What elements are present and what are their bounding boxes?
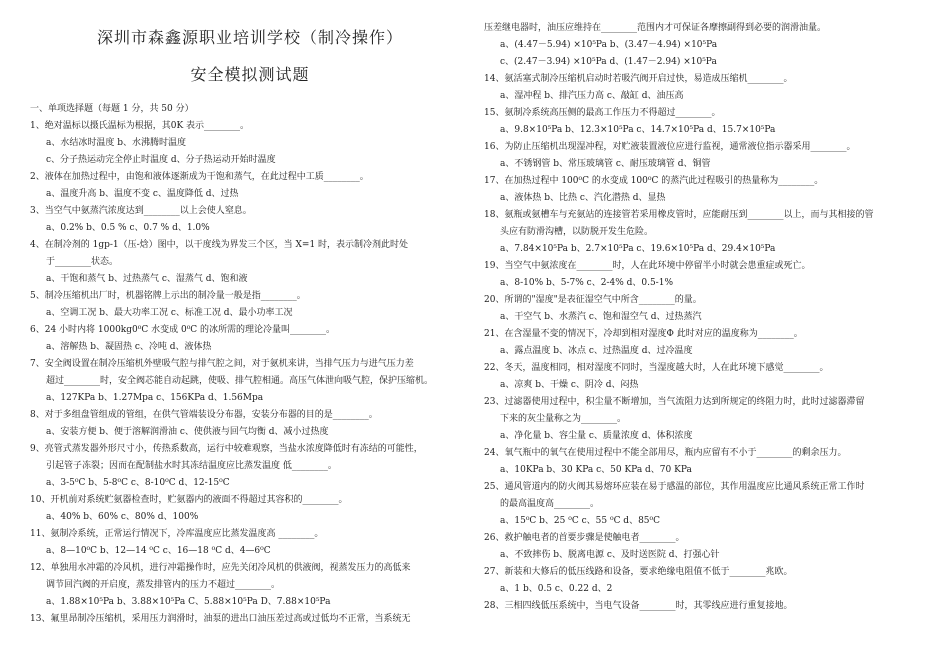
answer-options-line: a、1.88×10⁵Pa b、3.88×10⁵Pa C、5.88×10⁵Pa D、7.88×10⁵Pa xyxy=(46,597,331,607)
answer-options-line: a、3-5⁰C b、5-8⁰C c、8-10⁰C d、12-15⁰C xyxy=(46,478,230,488)
answer-options-line: a、湿冲程 b、排汽压力高 c、敲缸 d、油压高 xyxy=(500,91,684,101)
answer-options-line: a、不致摔伤 b、脱离电源 c、及时送医院 d、打强心针 xyxy=(500,550,720,560)
answer-options-line: a、凉爽 b、干燥 c、阴冷 d、闷热 xyxy=(500,380,639,390)
question-text-line: 超过________时，安全阀芯能自动起跳，使吸、排气腔相通。高压气体泄向吸气腔，保护压缩机。 xyxy=(46,376,434,386)
answer-options-line: a、9.8×10⁵Pa b、12.3×10⁵Pa c、14.7×10⁵Pa d、15.7×10⁵Pa xyxy=(500,125,776,135)
question-text-line: 4、在制冷剂的 1gp-1（压-焓）图中，以干度线为界发三个区，当 X=1 时，表示制冷剂此时处 xyxy=(30,240,409,250)
question-text-line: 25、通风管道内的防火阀其易熔环应装在易于感温的部位，其作用温度应比通风系统正常工作时 xyxy=(484,482,865,492)
answer-options-line: a、水结冰时温度 b、水沸腾时温度 xyxy=(46,138,186,148)
answer-options-line: a、7.84×10⁵Pa b、2.7×10⁵Pa c、19.6×10⁵Pa d、29.4×10⁵Pa xyxy=(500,244,776,254)
question-text-line: 27、新装和大修后的低压线路和设备，要求绝缘电阻值不低于________兆欧。 xyxy=(484,567,793,577)
question-text-line: 12、单独用水冲霜的冷风机，进行冲霜操作时，应先关闭冷风机的供液阀，视蒸发压力的高低来 xyxy=(30,563,411,573)
answer-options-line: a、干饱和蒸气 b、过热蒸气 c、湿蒸气 d、饱和液 xyxy=(46,274,248,284)
question-text-line: 调节回汽阀的开启度，蒸发排管内的压力不超过________。 xyxy=(46,580,281,590)
question-text-line: 17、在加热过程中 100⁰C 的水变成 100⁰C 的蒸汽此过程吸引的热量称为________。 xyxy=(484,176,824,186)
question-text-line: 3、当空气中氨蒸汽浓度达到________以上会使人窒息。 xyxy=(30,206,252,216)
question-text-line: 18、氨瓶或氨槽车与充氨站的连接管若采用橡皮管时，应能耐压到________以上，而与其相接的管 xyxy=(484,210,874,220)
answer-options-line: a、液体热 b、比热 c、汽化潜热 d、显热 xyxy=(500,193,666,203)
answer-options-line: a、温度升高 b、温度不变 c、温度降低 d、过热 xyxy=(46,189,239,199)
answer-options-line: a、10KPa b、30 KPa c、50 KPa d、70 KPa xyxy=(500,465,692,475)
question-text-line: 8、对于多组盘管组成的管组，在供气管端装设分布器，安装分布器的目的是________。 xyxy=(30,410,378,420)
answer-options-line: a、8—10⁰C b、12—14 ⁰C c、16—18 ⁰C d、4—6⁰C xyxy=(46,546,271,556)
left-column xyxy=(30,0,470,628)
answer-options-line: a、(4.47－5.94) ×10⁵Pa b、(3.47－4.94) ×10⁵Pa xyxy=(500,40,718,50)
answer-options-line: a、127KPa b、1.27Mpa c、156KPa d、1.56Mpa xyxy=(46,393,264,403)
document-title: 深圳市森鑫源职业培训学校（制冷操作） xyxy=(96,28,403,47)
question-text-line: 于________状态。 xyxy=(46,257,119,267)
question-text-line: 26、救护触电者的首要步骤是使触电者________。 xyxy=(484,533,685,543)
question-text-line: 10、开机前对系统贮氨器检查时，贮氨器内的液面不得超过其容积的________。 xyxy=(30,495,348,505)
question-text-line: 引起管子冻裂；因而在配制盐水时其冻结温度应比蒸发温度 低________。 xyxy=(46,461,337,471)
question-text-line: 7、安全阀设置在制冷压缩机外壁吸气腔与排气腔之间，对于氨机来讲，当排气压力与进气压力差 xyxy=(30,359,414,369)
answer-options-line: a、溶解热 b、凝固热 c、冷吨 d、液体热 xyxy=(46,342,212,352)
question-text-line: 13、氟里昂制冷压缩机，采用压力润滑时，油泵的进出口油压差过高或过低均不正常，当系统无 xyxy=(30,614,411,624)
answer-options-line: a、安装方便 b、便于溶解润滑油 c、使供液与回气均衡 d、减小过热度 xyxy=(46,427,329,437)
question-text-line: 16、为防止压缩机出现湿冲程，对贮液装置液位应进行监视，通常液位指示器采用________。 xyxy=(484,142,856,152)
answer-options-line: a、干空气 b、水蒸汽 c、饱和湿空气 d、过热蒸汽 xyxy=(500,312,702,322)
question-text-line: 9、亮管式蒸发器外形尺寸小，传热系数高，运行中较难观察，当盐水浓度降低时有冻结的可能性， xyxy=(30,444,423,454)
question-text-line: 的最高温度高________。 xyxy=(500,499,600,509)
question-text-line: 15、氨制冷系统高压侧的最高工作压力不得超过________。 xyxy=(484,108,721,118)
question-text-line: 22、冬天，温度相同，相对湿度不同时，当湿度越大时，人在此环境下感觉________。 xyxy=(484,363,829,373)
question-text-line: 6、24 小时内将 1000kg0⁰C 水变成 0⁰C 的冰所需的理论冷量叫________。 xyxy=(30,325,336,335)
question-text-line: 23、过滤器使用过程中，积尘量不断增加，当气流阻力达到所规定的终阻力时，此时过滤器滞留 xyxy=(484,397,865,407)
answer-options-line: a、40% b、60% c、80% d、100% xyxy=(46,512,199,522)
answer-options-line: a、15⁰C b、25 ⁰C c、55 ⁰C d、85⁰C xyxy=(500,516,661,526)
right-question-list xyxy=(484,20,934,615)
question-text-line: 一、单项选择题（每题 1 分，共 50 分） xyxy=(30,104,194,114)
question-text-line: 21、在含湿量不变的情况下，冷却到相对湿度Φ 此时对应的温度称为________。 xyxy=(484,329,803,339)
question-text-line: 头应有防滑沟槽，以防脱开发生危险。 xyxy=(500,227,654,237)
question-text-line: 19、当空气中氨浓度在________时，人在此环境中停留半小时就会患重症或死亡。 xyxy=(484,261,811,271)
left-question-list xyxy=(30,101,470,628)
question-text-line: 压差继电器时，油压应维持在________范围内才可保证各摩擦副得到必要的润滑油量。 xyxy=(484,23,827,33)
answer-options-line: a、不锈钢管 b、常压玻璃管 c、耐压玻璃管 d、铜管 xyxy=(500,159,711,169)
question-text-line: 2、液体在加热过程中，由饱和液体逐渐成为干饱和蒸气，在此过程中工质________。 xyxy=(30,172,369,182)
answer-options-line: a、空调工况 b、最大功率工况 c、标准工况 d、最小功率工况 xyxy=(46,308,293,318)
answer-options-line: a、8-10% b、5-7% c、2-4% d、0.5-1% xyxy=(500,278,674,288)
question-text-line: 28、三相四线低压系统中，当电气设备________时，其零线应进行重复接地。 xyxy=(484,601,793,611)
answer-options-line: c、分子热运动完全停止时温度 d、分子热运动开始时温度 xyxy=(46,155,276,165)
answer-options-line: a、1 b、0.5 c、0.22 d、2 xyxy=(500,584,613,594)
answer-options-line: a、0.2% b、0.5 % c、0.7 % d、1.0% xyxy=(46,223,210,233)
right-column xyxy=(484,0,934,615)
question-text-line: 14、氨活塞式制冷压缩机启动时若吸汽阀开启过快，易造成压缩机________。 xyxy=(484,74,793,84)
question-text-line: 5、制冷压缩机出厂时，机器铭牌上示出的制冷量一般是指________。 xyxy=(30,291,306,301)
question-text-line: 24、氧气瓶中的氧气在使用过程中不能全部用尽，瓶内应留有不小于________的剩余压力。 xyxy=(484,448,847,458)
answer-options-line: a、露点温度 b、冰点 c、过热温度 d、过冷温度 xyxy=(500,346,693,356)
question-text-line: 1、绝对温标以摄氏温标为根据，其0K 表示________。 xyxy=(30,121,250,131)
document-subtitle: 安全模拟测试题 xyxy=(190,65,310,84)
question-text-line: 20、所谓的"湿度"是表征湿空气中所含________的量。 xyxy=(484,295,702,305)
answer-options-line: c、(2.47－3.94) ×10⁵Pa d、(1.47－2.94) ×10⁵Pa xyxy=(500,57,717,67)
question-text-line: 11、氨制冷系统，正常运行情况下，冷库温度应比蒸发温度高 ________。 xyxy=(30,529,324,539)
question-text-line: 下来的灰尘量称之为________。 xyxy=(500,414,627,424)
answer-options-line: a、净化量 b、容尘量 c、质量浓度 d、体积浓度 xyxy=(500,431,693,441)
